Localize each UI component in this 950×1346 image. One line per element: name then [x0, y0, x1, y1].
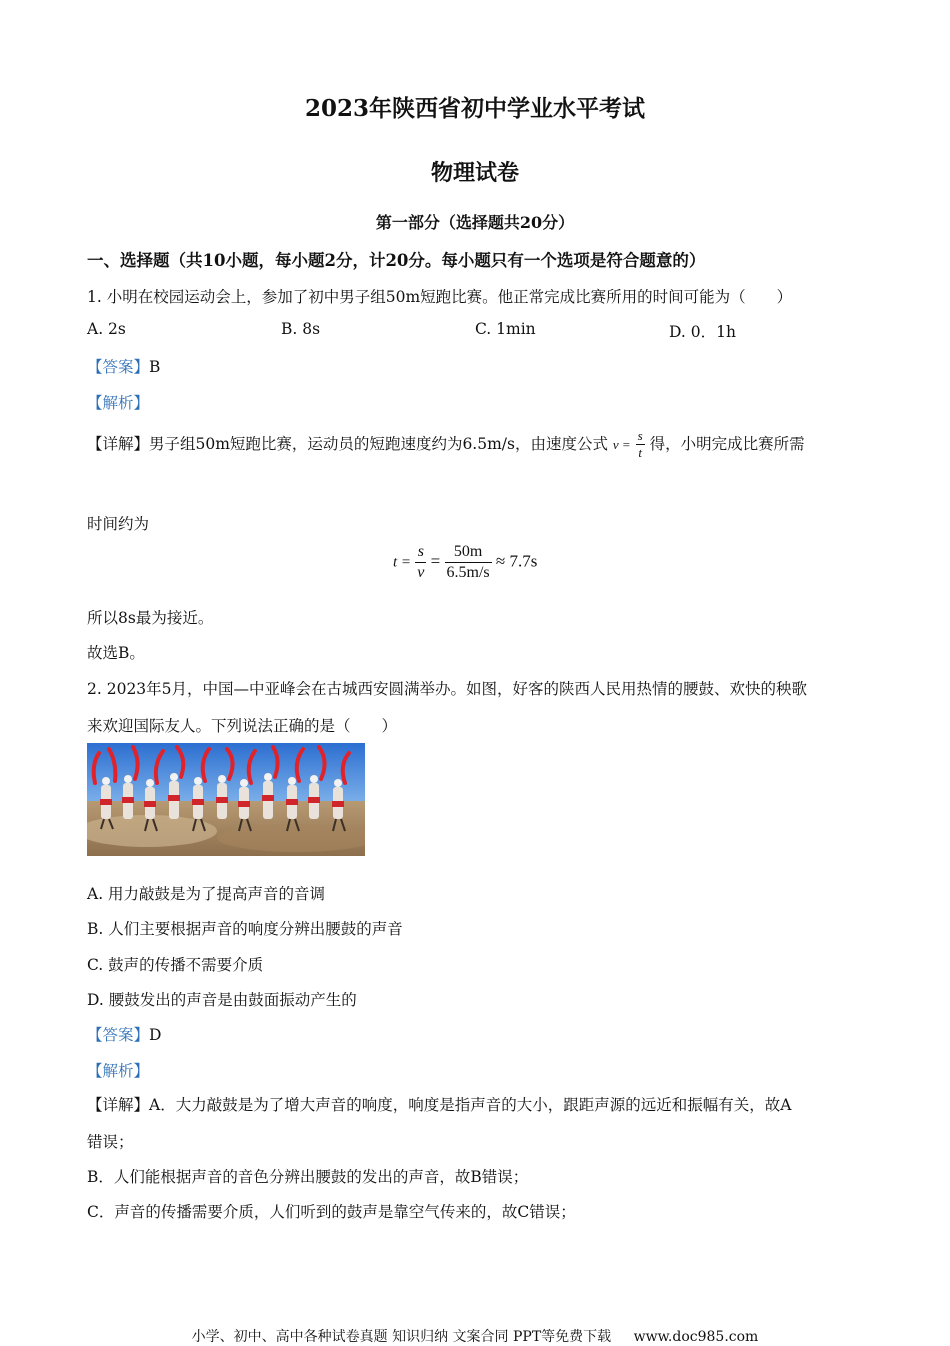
q1-option-a: A. 2s [87, 320, 126, 338]
velocity-fraction: $\frac{s}{t}$ [637, 428, 643, 461]
eq-fraction-values: $\frac{50m}{6.5m/s}$ [446, 543, 490, 581]
q1-analysis-tag: 【解析】 [87, 394, 150, 412]
waist-drum-dance-photo [87, 743, 365, 856]
detail-tag: 【详解】 [87, 434, 150, 453]
page-footer [0, 1326, 950, 1346]
time-equation: t = $\frac{s}{v}$ = $\frac{50m}{6.5m/s}$ ≈ 7.7s [393, 543, 538, 581]
answer-tag: 【答案】 [87, 1026, 150, 1044]
answer-tag: 【答案】 [87, 358, 150, 376]
q1-conclusion: 所以8s最为接近。 [87, 609, 214, 627]
q2-option-b: B. 人们主要根据声音的响度分辨出腰鼓的声音 [87, 920, 403, 938]
q1-option-d: D. 0．1h [669, 323, 736, 341]
footer-text: 小学、初中、高中各种试卷真题 知识归纳 文案合同 PPT等免费下载 [191, 1329, 612, 1345]
q1-answer [87, 355, 160, 377]
detail-tag: 【详解】 [87, 1096, 150, 1114]
footer-url[interactable]: www.doc985.com [633, 1329, 759, 1345]
q1-choose: 故选B。 [87, 644, 145, 662]
question-2-stem-line2: 来欢迎国际友人。下列说法正确的是（ ） [87, 717, 398, 735]
q2-detail-a-cont: 错误； [87, 1133, 134, 1151]
exam-title: 2023年陕西省初中学业水平考试 [304, 95, 645, 122]
q1-option-b: B. 8s [281, 320, 321, 338]
answer-value: B [149, 358, 161, 376]
question-1-stem: 1. 小明在校园运动会上，参加了初中男子组50m短跑比赛。他正常完成比赛所用的时间可能为（ ） [87, 288, 793, 306]
eq-fraction-s-over-v: $\frac{s}{v}$ [417, 543, 425, 581]
q1-option-c: C. 1min [475, 320, 536, 338]
q2-analysis-tag: 【解析】 [87, 1062, 150, 1080]
q2-detail-a: 【详解】A．大力敲鼓是为了增大声音的响度，响度是指声音的大小，跟距声源的远近和振幅有关，故A [87, 1096, 792, 1114]
question-2-stem-line1: 2. 2023年5月，中国—中亚峰会在古城西安圆满举办。如图，好客的陕西人民用热情的腰鼓、欢快的秧歌 [87, 680, 808, 698]
q1-detail-line1: 【详解】男子组50m短跑比赛，运动员的短跑速度约为6.5m/s，由速度公式 v = $\frac{s}{t}$ 得，小明完成比赛所需 [87, 428, 805, 461]
q2-option-c: C. 鼓声的传播不需要介质 [87, 956, 264, 974]
exam-subtitle: 物理试卷 [430, 160, 519, 186]
q2-option-d: D. 腰鼓发出的声音是由鼓面振动产生的 [87, 991, 357, 1009]
q2-detail-c: C．声音的传播需要介质，人们听到的鼓声是靠空气传来的，故C错误； [87, 1203, 576, 1221]
section-heading: 一、选择题（共10小题，每小题2分，计20分。每小题只有一个选项是符合题意的） [87, 251, 706, 270]
q2-answer [87, 1023, 161, 1045]
q1-detail-line2: 时间约为 [87, 515, 150, 533]
answer-value: D [149, 1026, 162, 1044]
q2-option-a: A. 用力敲鼓是为了提高声音的音调 [87, 885, 326, 903]
part-heading: 第一部分（选择题共20分） [375, 213, 575, 232]
q2-detail-b: B．人们能根据声音的音色分辨出腰鼓的发出的声音，故B错误； [87, 1168, 529, 1186]
velocity-symbol: v = [612, 436, 631, 452]
